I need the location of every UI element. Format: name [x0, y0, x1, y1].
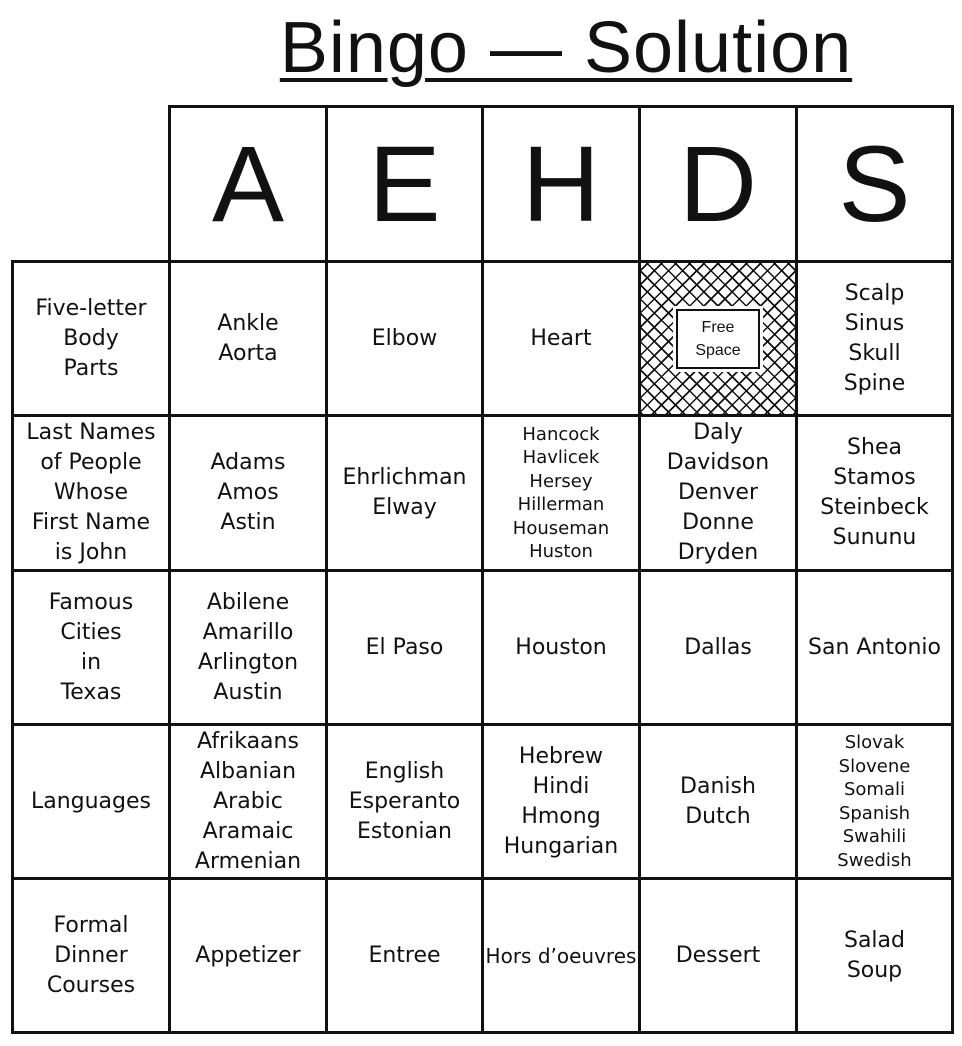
answer-list [368, 941, 440, 971]
cell-line: Dryden [677, 540, 759, 565]
cell-line: San Antonio [808, 634, 941, 660]
category-label [49, 588, 133, 708]
title-text: Bingo — Solution [279, 8, 853, 88]
answer-list [504, 742, 618, 862]
answer-cell-h [481, 877, 641, 1034]
answer-cell-h [481, 414, 641, 572]
cell-line: Texas [60, 679, 122, 705]
cell-line: of People [40, 450, 142, 475]
category-label [47, 911, 135, 1001]
cell-line: Arabic [213, 788, 283, 814]
category-cell [11, 877, 171, 1034]
cell-line: in [80, 649, 102, 675]
cell-line: El Paso [365, 634, 444, 660]
letter-text: H [522, 123, 600, 244]
cell-line: Elway [372, 495, 437, 520]
cell-line: First Name [31, 510, 151, 535]
cell-line: Havlicek [522, 447, 600, 468]
answer-cell-a [168, 414, 328, 572]
cell-line: Aorta [218, 340, 278, 366]
cell-line: Amos [217, 480, 279, 505]
cell-line: Estonian [357, 818, 452, 844]
cell-line: Swahili [842, 826, 907, 847]
cell-line: Denver [677, 480, 758, 505]
cell-line: Houston [515, 634, 607, 660]
cell-line: Famous [48, 589, 134, 615]
cell-line: Salad [843, 927, 905, 953]
cell-line: Appetizer [195, 942, 301, 968]
answer-cell-a [168, 877, 328, 1034]
answer-cell-e [325, 414, 484, 572]
cell-line: Stamos [833, 465, 916, 490]
page-title [170, 4, 962, 96]
cell-line: Hersey [529, 470, 593, 492]
cell-line: Arlington [197, 649, 299, 675]
answer-list [342, 463, 466, 523]
cell-line: Daly [693, 420, 743, 445]
cell-line: Abilene [206, 589, 290, 615]
cell-line: Houseman [512, 517, 610, 539]
answer-cell-e [325, 569, 484, 726]
cell-line: Hillerman [517, 494, 605, 515]
answer-cell-d [638, 723, 798, 880]
cell-line: Dinner [54, 942, 128, 968]
letter-text: D [679, 123, 757, 244]
answer-list [530, 324, 591, 354]
free-space-box [676, 309, 760, 369]
answer-cell-h [481, 723, 641, 880]
cell-line: Aramaic [202, 818, 294, 844]
category-label [31, 787, 151, 817]
cell-line: Sununu [832, 525, 917, 550]
cell-line: Last Names [26, 420, 156, 445]
answer-list [195, 727, 301, 877]
cell-line: Hmong [521, 803, 601, 829]
cell-line: Parts [63, 355, 119, 381]
cell-line: Albanian [199, 758, 297, 784]
answer-list [486, 941, 637, 971]
answer-cell-e [325, 877, 484, 1034]
answer-list [513, 423, 609, 564]
answer-cell-s [795, 414, 954, 572]
category-cell [11, 723, 171, 880]
cell-line: Dessert [675, 942, 761, 968]
cell-line: Swedish [837, 849, 912, 871]
cell-line: Spanish [838, 802, 911, 824]
answer-cell-s [795, 877, 954, 1034]
cell-line: Whose [53, 480, 129, 505]
header-letter-d [638, 105, 798, 263]
cell-line: Languages [30, 788, 152, 814]
answer-list [217, 309, 278, 369]
cell-line: Adams [210, 450, 286, 475]
cell-line: Ehrlichman [342, 465, 467, 490]
answer-list [515, 633, 606, 663]
answer-cell-d [638, 569, 798, 726]
letter-text: E [368, 123, 441, 244]
header-letter-h [481, 105, 641, 263]
answer-cell-a [168, 260, 328, 417]
answer-cell-e [325, 723, 484, 880]
answer-cell-d [638, 877, 798, 1034]
cell-line: Steinbeck [820, 495, 929, 520]
cell-line: Hors d’oeuvres [485, 943, 637, 968]
category-cell [11, 260, 171, 417]
answer-list [837, 731, 911, 872]
cell-line: Formal [53, 912, 129, 938]
cell-line: Dallas [684, 634, 752, 660]
answer-list [676, 941, 761, 971]
cell-line: Slovene [838, 755, 911, 777]
cell-line: Five-letter [35, 295, 147, 321]
cell-line: Sinus [844, 310, 905, 336]
answer-cell-h [481, 569, 641, 726]
cell-line: Cities [60, 619, 122, 645]
header-letter-s [795, 105, 954, 263]
cell-line: Davidson [666, 450, 770, 475]
free-space-cell [638, 260, 798, 417]
cell-line: Somali [843, 779, 905, 800]
free-space-text: Free [701, 318, 735, 336]
answer-cell-s [795, 569, 954, 726]
cell-line: Hancock [522, 423, 600, 445]
cell-line: Ankle [217, 310, 279, 336]
cell-line: Dutch [685, 803, 751, 829]
cell-line: Afrikaans [197, 728, 299, 754]
answer-cell-s [795, 260, 954, 417]
free-space-text: Space [695, 341, 741, 359]
cell-line: Entree [368, 942, 441, 968]
answer-list [195, 941, 300, 971]
answer-list [844, 926, 905, 986]
answer-list [349, 757, 460, 847]
answer-list [210, 448, 285, 538]
cell-line: Huston [529, 541, 593, 562]
header-letter-a [168, 105, 328, 263]
answer-list [844, 279, 906, 399]
answer-cell-s [795, 723, 954, 880]
answer-list [198, 588, 298, 708]
cell-line: Slovak [844, 732, 905, 753]
answer-cell-e [325, 260, 484, 417]
cell-line: Armenian [194, 848, 302, 874]
cell-line: Heart [530, 325, 592, 351]
letter-text: A [211, 123, 285, 244]
category-cell [11, 414, 171, 572]
answer-list [372, 324, 437, 354]
cell-line: Amarillo [202, 619, 294, 645]
cell-line: Scalp [844, 280, 905, 306]
answer-cell-a [168, 723, 328, 880]
answer-list [667, 418, 769, 568]
answer-cell-d [638, 414, 798, 572]
cell-line: Hungarian [503, 833, 619, 859]
header-letter-e [325, 105, 484, 263]
cell-line: Soup [846, 957, 903, 983]
answer-list [680, 772, 756, 832]
category-label [35, 294, 146, 384]
cell-line: Esperanto [348, 788, 461, 814]
cell-line: Body [63, 325, 119, 351]
cell-line: Spine [843, 370, 906, 396]
cell-line: Hebrew [518, 743, 604, 769]
cell-line: is John [54, 540, 128, 565]
category-cell [11, 569, 171, 726]
category-label [26, 418, 155, 568]
cell-line: Elbow [371, 325, 438, 351]
answer-cell-h [481, 260, 641, 417]
cell-line: Shea [847, 435, 902, 460]
answer-cell-a [168, 569, 328, 726]
cell-line: Courses [46, 972, 136, 998]
cell-line: Donne [682, 510, 754, 535]
cell-line: Austin [213, 679, 283, 705]
cell-line: English [364, 758, 445, 784]
answer-list [820, 433, 929, 553]
cell-line: Danish [680, 773, 756, 799]
cell-line: Astin [220, 510, 276, 535]
answer-list [366, 633, 444, 663]
cell-line: Skull [848, 340, 901, 366]
letter-text: S [838, 123, 911, 244]
cell-line: Hindi [532, 773, 590, 799]
answer-list [684, 633, 752, 663]
answer-list [808, 633, 941, 663]
